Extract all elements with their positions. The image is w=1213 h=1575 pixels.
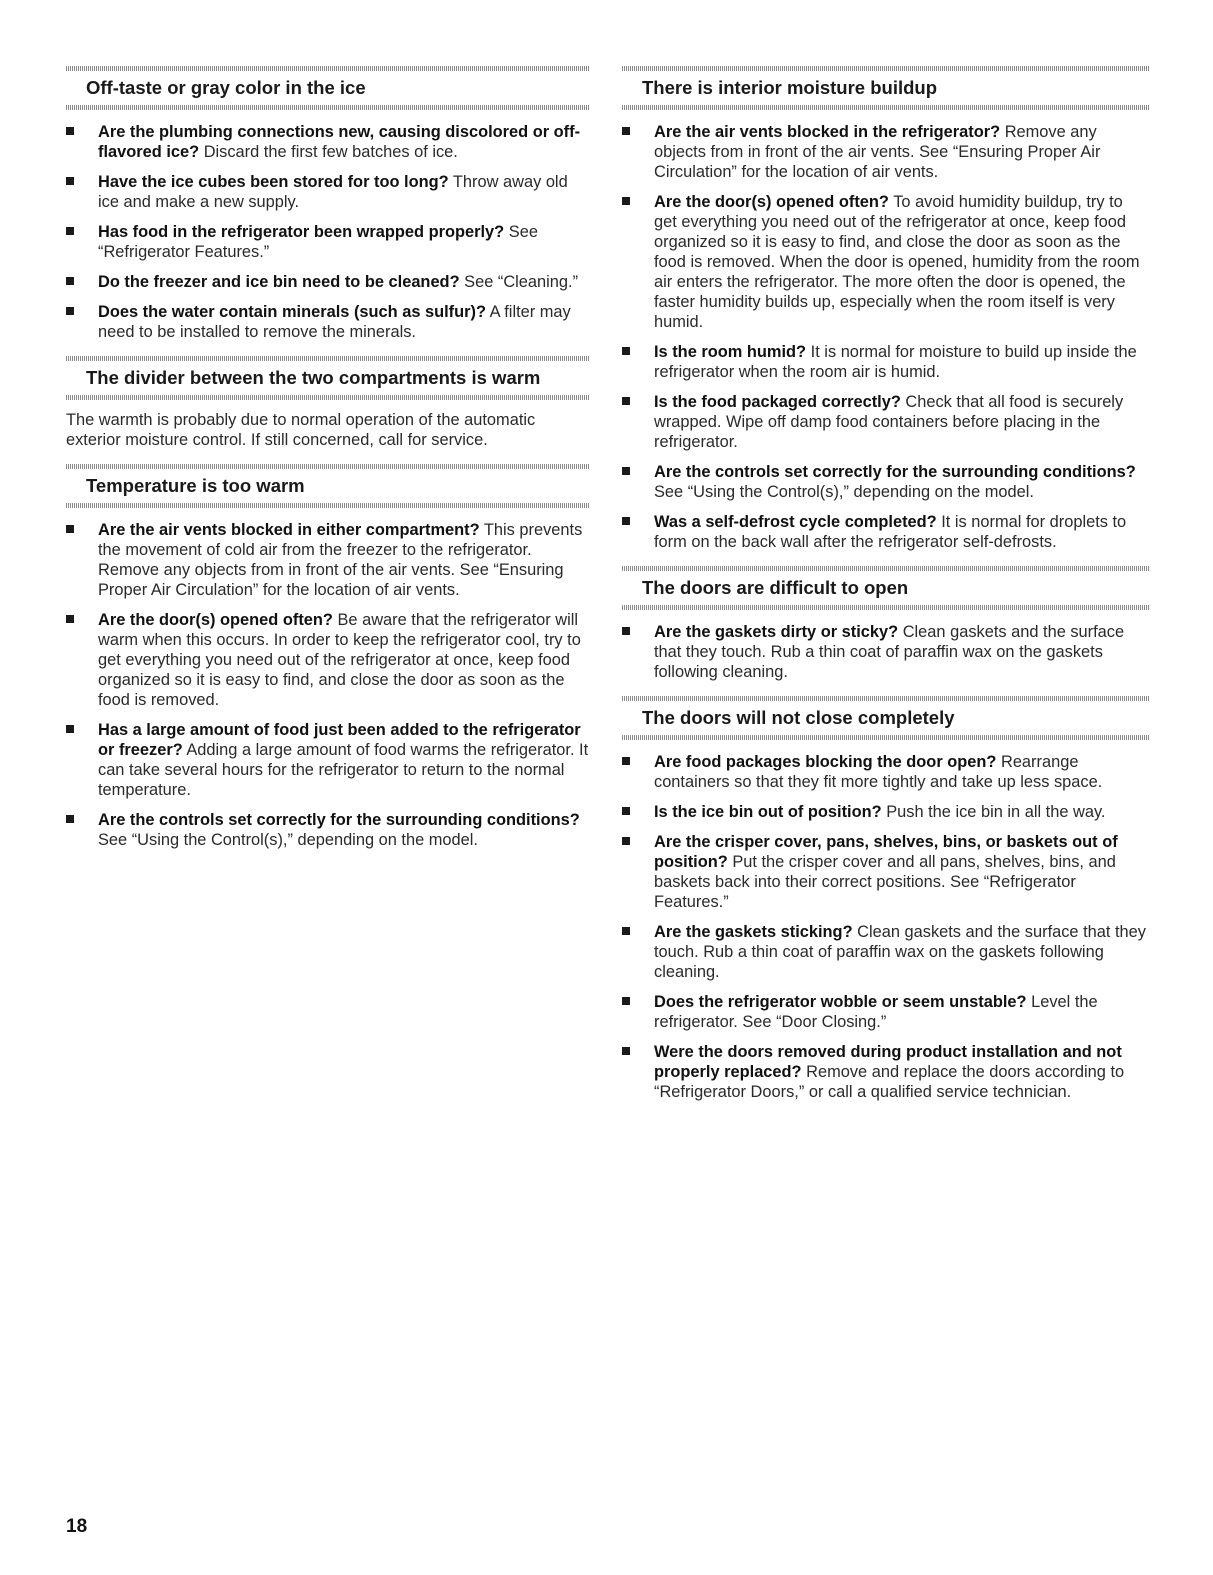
- troubleshooting-section: [622, 696, 1150, 1102]
- list-item: [66, 610, 590, 710]
- question-text: Are the air vents blocked in the refrigerator?: [654, 123, 1001, 141]
- list-item: [66, 272, 590, 292]
- section-title: The divider between the two compartments is warm: [86, 367, 541, 388]
- list-item: [66, 172, 590, 212]
- list-item: [622, 122, 1150, 182]
- square-bullet-icon: [622, 757, 630, 765]
- answer-text: Remove and replace the doors according to “Refrigerator Doors,” or call a qualified service technician.: [654, 1063, 1125, 1101]
- question-text: Does the refrigerator wobble or seem unstable?: [654, 993, 1027, 1011]
- answer-text: A filter may need to be installed to remove the minerals.: [98, 303, 571, 341]
- square-bullet-icon: [622, 517, 630, 525]
- list-item: [66, 302, 590, 342]
- answer-text: Throw away old ice and make a new supply.: [98, 173, 568, 211]
- square-bullet-icon: [622, 467, 630, 475]
- answer-text: See “Using the Control(s),” depending on the model.: [654, 483, 1034, 501]
- section-header: [66, 66, 590, 110]
- question-text: Have the ice cubes been stored for too long?: [98, 173, 449, 191]
- answer-text: Rearrange containers so that they fit more tightly and take up less space.: [654, 753, 1103, 791]
- square-bullet-icon: [622, 127, 630, 135]
- list-item: [622, 752, 1150, 792]
- square-bullet-icon: [622, 397, 630, 405]
- answer-text: See “Refrigerator Features.”: [98, 223, 538, 261]
- list-item: [622, 802, 1150, 822]
- section-header: [622, 696, 1150, 740]
- section-title: Off-taste or gray color in the ice: [86, 77, 366, 98]
- square-bullet-icon: [622, 627, 630, 635]
- question-list: [622, 752, 1150, 1102]
- list-item: [66, 520, 590, 600]
- question-text: Is the food packaged correctly?: [654, 393, 901, 411]
- section-header: [66, 356, 590, 400]
- square-bullet-icon: [622, 807, 630, 815]
- section-title: Temperature is too warm: [86, 475, 305, 496]
- question-text: Was a self-defrost cycle completed?: [654, 513, 937, 531]
- answer-text: Be aware that the refrigerator will warm when this occurs. In order to keep the refrigerator cool, try to get everything you need out of the refrigerator at once, keep food organized so it is easy to find, and close the door as soon as the food is removed.: [98, 611, 581, 709]
- section-header: [622, 566, 1150, 610]
- question-list: [622, 622, 1150, 682]
- left-column: [66, 66, 590, 864]
- section-title: The doors are difficult to open: [642, 577, 909, 598]
- list-item: [66, 122, 590, 162]
- question-text: Are the air vents blocked in either compartment?: [98, 521, 480, 539]
- answer-text: Clean gaskets and the surface that they touch. Rub a thin coat of paraffin wax on the gaskets following cleaning.: [654, 923, 1146, 981]
- square-bullet-icon: [66, 725, 74, 733]
- answer-text: Remove any objects from in front of the air vents. See “Ensuring Proper Air Circulation” for the location of air vents.: [654, 123, 1101, 181]
- square-bullet-icon: [66, 615, 74, 623]
- square-bullet-icon: [66, 277, 74, 285]
- question-text: Are the controls set correctly for the surrounding conditions?: [98, 811, 580, 829]
- question-text: Are the crisper cover, pans, shelves, bins, or baskets out of position?: [654, 833, 1118, 871]
- question-text: Are the door(s) opened often?: [654, 193, 889, 211]
- answer-text: Discard the first few batches of ice.: [203, 143, 458, 161]
- square-bullet-icon: [622, 927, 630, 935]
- troubleshooting-section: [66, 66, 590, 342]
- troubleshooting-section: [66, 356, 590, 450]
- square-bullet-icon: [66, 227, 74, 235]
- answer-text: See “Using the Control(s),” depending on the model.: [98, 831, 478, 849]
- question-list: [66, 122, 590, 342]
- list-item: [622, 192, 1150, 332]
- question-text: Has a large amount of food just been added to the refrigerator or freezer?: [98, 721, 581, 759]
- list-item: [622, 992, 1150, 1032]
- square-bullet-icon: [622, 997, 630, 1005]
- troubleshooting-section: [66, 464, 590, 850]
- section-header: [622, 66, 1150, 110]
- section-title: There is interior moisture buildup: [642, 77, 938, 98]
- square-bullet-icon: [66, 525, 74, 533]
- list-item: [66, 720, 590, 800]
- list-item: [622, 1042, 1150, 1102]
- square-bullet-icon: [66, 177, 74, 185]
- answer-text: Clean gaskets and the surface that they touch. Rub a thin coat of paraffin wax on the gaskets following cleaning.: [654, 623, 1125, 681]
- question-text: Are the controls set correctly for the surrounding conditions?: [654, 463, 1136, 481]
- answer-text: Push the ice bin in all the way.: [886, 803, 1106, 821]
- list-item: [622, 462, 1150, 502]
- question-text: Are the gaskets sticking?: [654, 923, 853, 941]
- square-bullet-icon: [622, 347, 630, 355]
- section-paragraph: The warmth is probably due to normal operation of the automatic exterior moisture control. If still concerned, call for service.: [66, 411, 536, 449]
- list-item: [66, 222, 590, 262]
- list-item: [66, 810, 590, 850]
- question-text: Do the freezer and ice bin need to be cleaned?: [98, 273, 460, 291]
- page-number: 18: [66, 1516, 88, 1537]
- troubleshooting-section: [622, 66, 1150, 552]
- square-bullet-icon: [622, 197, 630, 205]
- answer-text: It is normal for moisture to build up inside the refrigerator when the room air is humid.: [654, 343, 1137, 381]
- question-text: Does the water contain minerals (such as sulfur)?: [98, 303, 487, 321]
- question-text: Is the ice bin out of position?: [654, 803, 882, 821]
- question-text: Are the plumbing connections new, causing discolored or off-flavored ice?: [98, 123, 581, 161]
- question-text: Has food in the refrigerator been wrapped properly?: [98, 223, 505, 241]
- answer-text: Check that all food is securely wrapped. Wipe off damp food containers before placing in the refrigerator.: [654, 393, 1124, 451]
- answer-text: To avoid humidity buildup, try to get everything you need out of the refrigerator at once, keep food organized so it is easy to find, and close the door as soon as the food is removed. When the door is opened, humidity from the room air enters the refrigerator. The more often the door is opened, the faster humidity builds up, especially when the room itself is very humid.: [654, 193, 1140, 331]
- list-item: [622, 622, 1150, 682]
- answer-text: Adding a large amount of food warms the refrigerator. It can take several hours for the refrigerator to return to the normal temperature.: [98, 741, 589, 799]
- answer-text: See “Cleaning.”: [464, 273, 579, 291]
- answer-text: It is normal for droplets to form on the back wall after the refrigerator self-defrosts.: [654, 513, 1127, 551]
- troubleshooting-section: [622, 566, 1150, 682]
- square-bullet-icon: [66, 815, 74, 823]
- list-item: [622, 342, 1150, 382]
- answer-text: Put the crisper cover and all pans, shelves, bins, and baskets back into their correct positions. See “Refrigerator Features.”: [654, 853, 1116, 911]
- square-bullet-icon: [622, 837, 630, 845]
- list-item: [622, 922, 1150, 982]
- section-header: [66, 464, 590, 508]
- answer-text: This prevents the movement of cold air from the freezer to the refrigerator. Remove any objects from in front of the air vents. See “Ensuring Proper Air Circulation” for the location of air vents.: [98, 521, 583, 599]
- square-bullet-icon: [622, 1047, 630, 1055]
- question-list: [622, 122, 1150, 552]
- list-item: [622, 512, 1150, 552]
- question-text: Were the doors removed during product installation and not properly replaced?: [654, 1043, 1122, 1081]
- question-list: [66, 520, 590, 850]
- right-column: [622, 66, 1150, 1116]
- answer-text: Level the refrigerator. See “Door Closing.”: [654, 993, 1098, 1031]
- list-item: [622, 832, 1150, 912]
- question-text: Is the room humid?: [654, 343, 807, 361]
- square-bullet-icon: [66, 127, 74, 135]
- question-text: Are the gaskets dirty or sticky?: [654, 623, 899, 641]
- list-item: [622, 392, 1150, 452]
- section-title: The doors will not close completely: [642, 707, 955, 728]
- question-text: Are the door(s) opened often?: [98, 611, 333, 629]
- square-bullet-icon: [66, 307, 74, 315]
- question-text: Are food packages blocking the door open?: [654, 753, 997, 771]
